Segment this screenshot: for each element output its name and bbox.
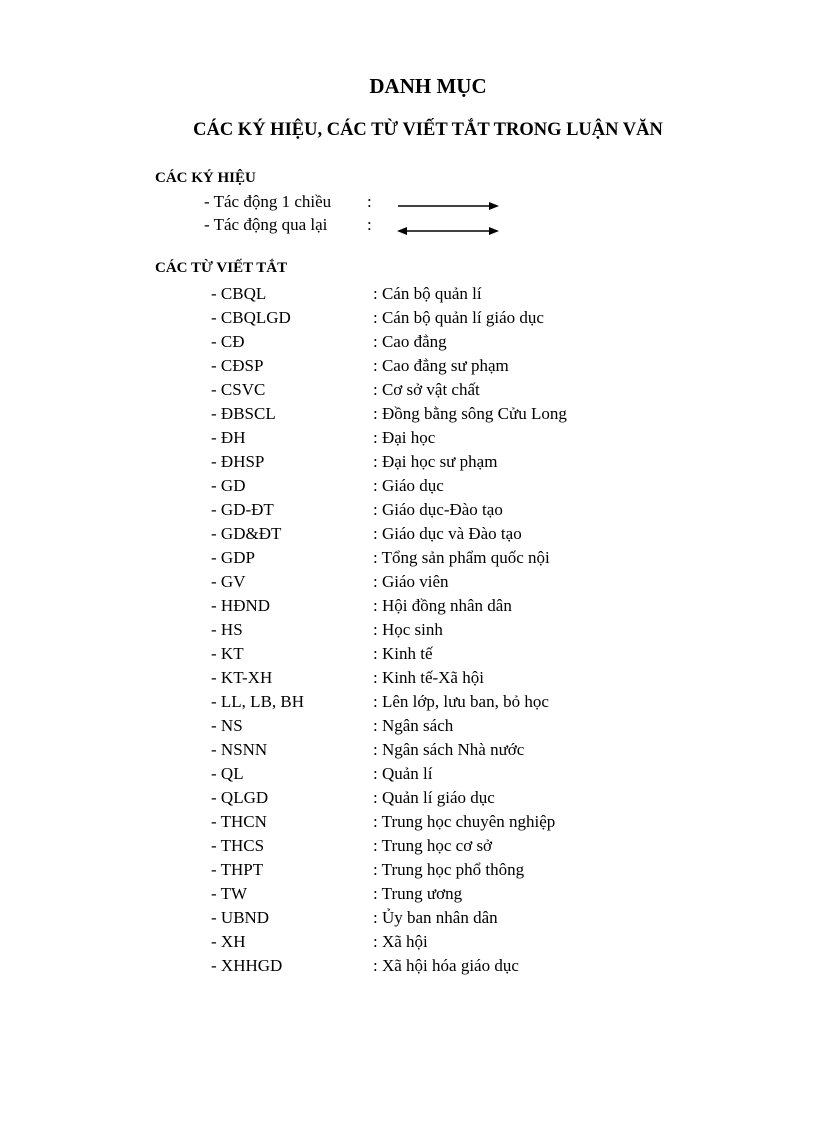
symbol-label: - Tác động 1 chiều: [204, 192, 332, 211]
symbol-label: - Tác động qua lại: [204, 215, 328, 234]
abbreviation-term: - CĐ: [211, 332, 245, 351]
abbreviation-meaning: : Lên lớp, lưu ban, bỏ học: [373, 692, 549, 711]
abbreviation-term: - GD: [211, 476, 246, 495]
abbreviation-row: [0, 474, 816, 498]
abbreviation-row: [0, 354, 816, 378]
abbreviation-row: [0, 570, 816, 594]
abbreviation-meaning: : Trung ương: [373, 884, 463, 903]
abbreviation-row: [0, 714, 816, 738]
abbreviation-term: - THCN: [211, 812, 267, 831]
abbreviation-term: - NSNN: [211, 740, 268, 759]
abbreviation-row: [0, 738, 816, 762]
abbreviation-row: [0, 906, 816, 930]
abbreviation-meaning: : Quản lí giáo dục: [373, 788, 495, 807]
abbreviation-list: [0, 282, 816, 978]
abbreviation-meaning: : Kinh tế: [373, 644, 433, 663]
abbreviation-row: [0, 786, 816, 810]
abbreviation-meaning: : Đồng bằng sông Cửu Long: [373, 404, 567, 423]
abbreviation-term: - XH: [211, 932, 246, 951]
abbreviation-term: - XHHGD: [211, 956, 283, 975]
page-title: DANH MỤC: [369, 74, 487, 98]
abbreviation-term: - HĐND: [211, 596, 271, 615]
abbreviation-row: [0, 378, 816, 402]
abbreviation-meaning: : Giáo dục-Đào tạo: [373, 500, 503, 519]
abbreviation-meaning: : Đại học sư phạm: [373, 452, 498, 471]
abbreviation-term: - THCS: [211, 836, 265, 855]
abbreviation-meaning: : Cán bộ quản lí: [373, 284, 482, 303]
symbol-colon: :: [367, 192, 372, 211]
abbreviation-meaning: : Ủy ban nhân dân: [373, 908, 498, 927]
abbreviation-term: - ĐHSP: [211, 452, 265, 471]
abbreviation-row: [0, 642, 816, 666]
abbreviation-term: - CĐSP: [211, 356, 264, 375]
abbreviation-row: [0, 834, 816, 858]
abbreviation-meaning: : Học sinh: [373, 620, 443, 639]
abbreviation-row: [0, 954, 816, 978]
abbreviation-term: - KT: [211, 644, 244, 663]
abbreviations-heading: CÁC TỪ VIẾT TẮT: [155, 260, 288, 276]
symbol-row-one-way: [0, 192, 816, 214]
abbreviation-row: [0, 450, 816, 474]
abbreviation-term: - CSVC: [211, 380, 266, 399]
page-subtitle: CÁC KÝ HIỆU, CÁC TỪ VIẾT TẮT TRONG LUẬN VĂN: [193, 120, 663, 140]
abbreviation-term: - CBQL: [211, 284, 267, 303]
abbreviation-row: [0, 762, 816, 786]
abbreviation-term: - LL, LB, BH: [211, 692, 305, 711]
abbreviation-row: [0, 402, 816, 426]
abbreviation-row: [0, 618, 816, 642]
abbreviation-row: [0, 666, 816, 690]
abbreviation-term: - ĐH: [211, 428, 246, 447]
abbreviation-row: [0, 426, 816, 450]
abbreviation-row: [0, 594, 816, 618]
abbreviation-meaning: : Hội đồng nhân dân: [373, 596, 512, 615]
abbreviation-term: - ĐBSCL: [211, 404, 276, 423]
symbol-colon: :: [367, 215, 372, 234]
abbreviation-row: [0, 810, 816, 834]
abbreviation-row: [0, 330, 816, 354]
abbreviation-row: [0, 858, 816, 882]
abbreviation-meaning: : Xã hội hóa giáo dục: [373, 956, 519, 975]
abbreviation-meaning: : Trung học chuyên nghiệp: [373, 812, 556, 831]
abbreviation-row: [0, 498, 816, 522]
abbreviation-term: - THPT: [211, 860, 264, 879]
abbreviation-row: [0, 690, 816, 714]
abbreviation-term: - CBQLGD: [211, 308, 291, 327]
abbreviation-meaning: : Đại học: [373, 428, 436, 447]
abbreviation-meaning: : Cán bộ quản lí giáo dục: [373, 308, 544, 327]
abbreviation-meaning: : Kinh tế-Xã hội: [373, 668, 484, 687]
abbreviation-meaning: : Tổng sản phẩm quốc nội: [373, 548, 550, 567]
abbreviation-meaning: : Giáo dục: [373, 476, 444, 495]
abbreviation-row: [0, 522, 816, 546]
abbreviation-term: - TW: [211, 884, 248, 903]
symbols-heading: CÁC KÝ HIỆU: [155, 170, 256, 186]
abbreviation-meaning: : Xã hội: [373, 932, 428, 951]
abbreviation-meaning: : Giáo viên: [373, 572, 449, 591]
one-way-arrow-icon: [396, 196, 500, 210]
symbol-row-two-way: [0, 215, 816, 237]
abbreviation-meaning: : Quản lí: [373, 764, 433, 783]
abbreviation-term: - HS: [211, 620, 243, 639]
abbreviation-term: - GDP: [211, 548, 255, 567]
abbreviation-meaning: : Cao đẳng: [373, 332, 447, 351]
abbreviation-term: - GV: [211, 572, 246, 591]
abbreviation-meaning: : Ngân sách Nhà nước: [373, 740, 525, 759]
abbreviation-term: - NS: [211, 716, 243, 735]
abbreviation-meaning: : Giáo dục và Đào tạo: [373, 524, 522, 543]
two-way-arrow-icon: [396, 219, 500, 235]
abbreviation-row: [0, 546, 816, 570]
abbreviation-term: - GD&ĐT: [211, 524, 282, 543]
abbreviation-row: [0, 306, 816, 330]
abbreviation-row: [0, 282, 816, 306]
abbreviation-meaning: : Trung học phổ thông: [373, 860, 525, 879]
abbreviation-term: - QL: [211, 764, 244, 783]
abbreviation-meaning: : Cao đẳng sư phạm: [373, 356, 509, 375]
abbreviation-meaning: : Ngân sách: [373, 716, 454, 735]
abbreviation-meaning: : Cơ sở vật chất: [373, 380, 480, 399]
abbreviation-meaning: : Trung học cơ sở: [373, 836, 493, 855]
abbreviation-term: - UBND: [211, 908, 270, 927]
abbreviation-term: - GD-ĐT: [211, 500, 274, 519]
abbreviation-term: - QLGD: [211, 788, 269, 807]
abbreviation-row: [0, 930, 816, 954]
abbreviation-row: [0, 882, 816, 906]
abbreviation-term: - KT-XH: [211, 668, 273, 687]
